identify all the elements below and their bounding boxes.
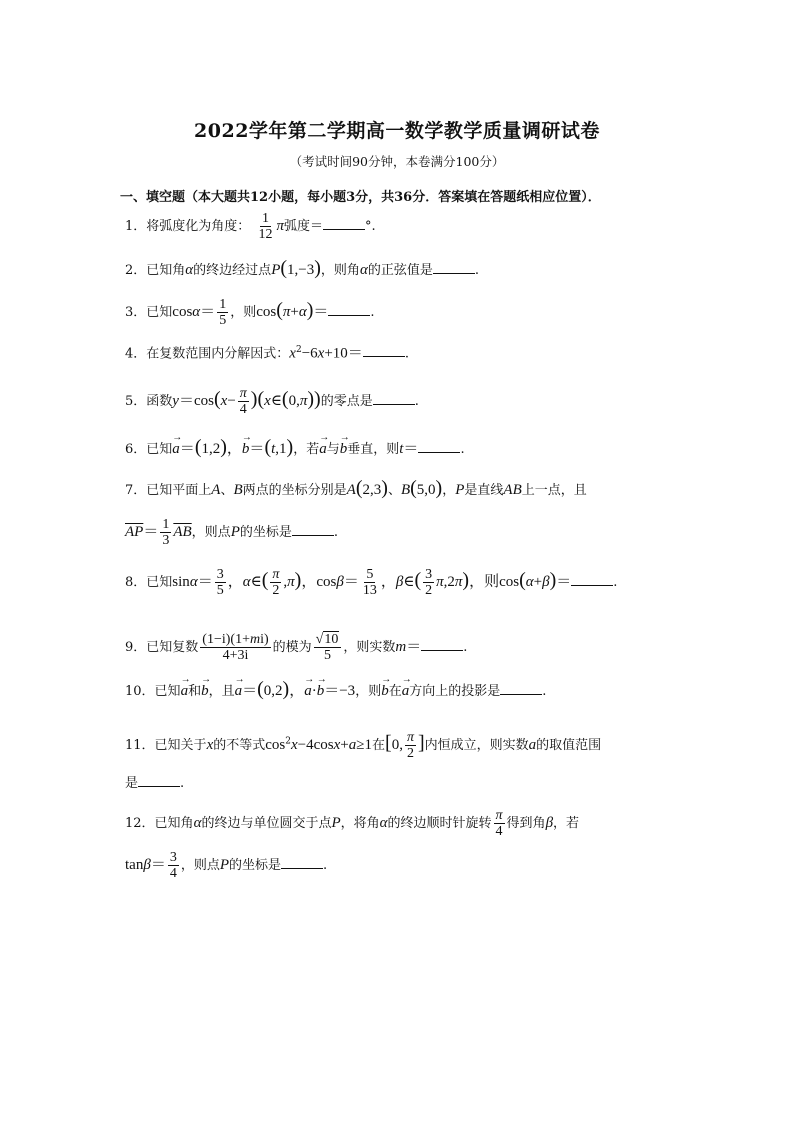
answer-blank[interactable]: [373, 392, 415, 405]
question-7: 7．已知平面上A、B两点的坐标分别是A(2,3)、B(5,0)，P是直线AB上一点，且: [125, 477, 587, 499]
answer-blank[interactable]: [363, 344, 405, 357]
question-6: 6．已知→ a＝(1,2)，→ b＝(t,1)，若→ a与→ b垂直，则t＝ .: [125, 437, 670, 460]
answer-blank[interactable]: [138, 774, 180, 787]
question-3: 3．已知cosα＝ $\frac{1}{5}$ ，则cos(π+α)＝ .: [125, 297, 375, 328]
question-12-line-2: tanβ＝ $\frac{3}{4}$ ，则点P的坐标是 .: [125, 850, 328, 881]
answer-blank[interactable]: [292, 523, 334, 536]
section-heading: 一、填空题（本大题共12小题，每小题3分，共36分．答案填在答题纸相应位置）．: [120, 190, 601, 205]
question-1: 1．将弧度化为角度： $\frac{1}{12}$ π弧度＝ °.: [125, 211, 376, 242]
question-11: 11．已知关于x的不等式$\cos^2x-4\cos x+a\ge 1$在[0, $\frac{\pi}{2}$ ]内恒成立，则实数a的取值范围: [125, 730, 602, 761]
answer-blank[interactable]: [328, 303, 370, 316]
answer-blank[interactable]: [418, 440, 460, 453]
answer-blank[interactable]: [281, 856, 323, 869]
answer-blank[interactable]: [421, 638, 463, 651]
question-8: 8．已知sinα＝ $\frac{3}{5}$ ，α∈( $\frac{\pi}{2}$ ,π)，cosβ＝ $\frac{5}{13}$ ，β∈( $\frac{3}{2}$ π,2π)，则cos(α+β)＝ .: [125, 567, 618, 598]
question-5: 5．函数y＝cos(x− $\frac{\pi}{4}$ )(x∈(0,π))的零点是 .: [125, 386, 419, 417]
question-9: 9．已知复数 $\frac{(1-i)(1+mi)}{4+3i}$ 的模为 $\frac{√10}{5}$ ，则实数m＝ .: [125, 632, 468, 663]
question-2: 2．已知角α的终边经过点P(1,−3)，则角α的正弦值是 .: [125, 257, 479, 279]
question-4: 4．在复数范围内分解因式：$x^2-6x+10=$ .: [125, 345, 409, 362]
answer-blank[interactable]: [433, 261, 475, 274]
question-10: 10．已知→ a和→ b，且→ a＝(0,2)，→ a·→ b＝−3，则→ b在→ a方向上的投影是 .: [125, 679, 670, 702]
question-11-line-2: 是 .: [125, 776, 185, 791]
exam-info: （考试时间90分钟，本卷满分100分）: [289, 154, 505, 169]
answer-blank[interactable]: [323, 217, 365, 230]
answer-blank[interactable]: [571, 573, 613, 586]
answer-blank[interactable]: [500, 682, 542, 695]
question-7-line-2: $\overline{AP}=$ $\frac{1}{3}$ $\overline{AB}$，则点P的坐标是 .: [125, 517, 339, 548]
question-12: 12．已知角α的终边与单位圆交于点P，将角α的终边顺时针旋转 $\frac{\pi}{4}$ 得到角β，若: [125, 808, 580, 839]
page-title: 2022学年第二学期高一数学教学质量调研试卷: [194, 120, 600, 142]
